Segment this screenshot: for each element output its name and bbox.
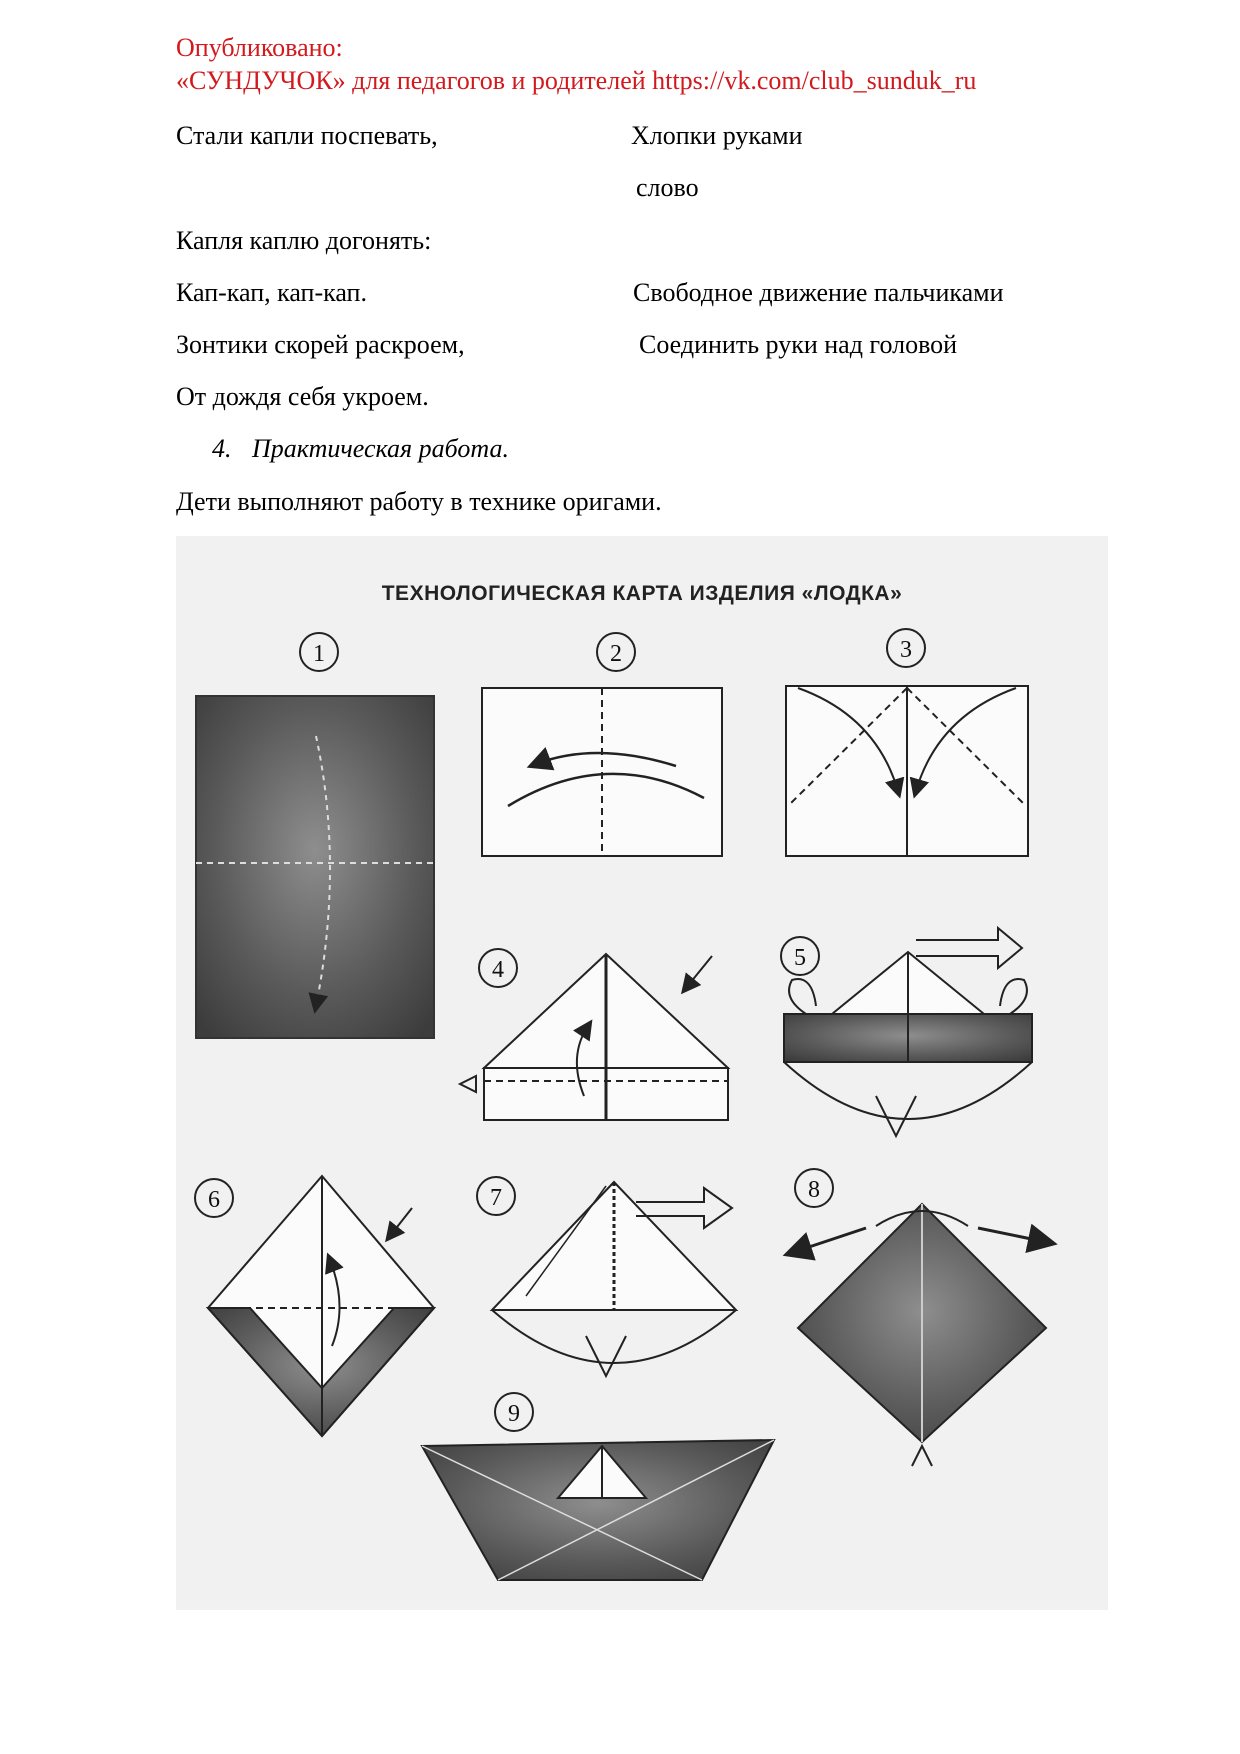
step-3-label: 3	[900, 637, 912, 663]
publisher-link[interactable]: «СУНДУЧОК» для педагогов и родителей https://vk.com/club_sunduk_ru	[176, 66, 977, 95]
step-9	[422, 1393, 774, 1580]
step-6	[195, 1176, 434, 1436]
step-8-label: 8	[808, 1177, 820, 1203]
poem-action-1b: слово	[636, 173, 699, 202]
published-label: Опубликовано:	[176, 33, 343, 62]
poem-line-5: От дождя себя укроем.	[176, 382, 429, 411]
step-7	[477, 1177, 736, 1376]
step-4-label: 4	[492, 957, 504, 983]
step-5-label: 5	[794, 945, 806, 971]
figure-title: ТЕХНОЛОГИЧЕСКАЯ КАРТА ИЗДЕЛИЯ «ЛОДКА»	[381, 582, 903, 605]
poem-line-4: Зонтики скорей раскроем,	[176, 330, 465, 359]
section-title: Практическая работа.	[252, 434, 509, 463]
poem-action-1: Хлопки руками	[631, 121, 803, 150]
step-2-label: 2	[610, 641, 622, 667]
poem-line-2: Капля каплю догонять:	[176, 226, 432, 255]
step-1-label: 1	[313, 641, 325, 667]
step-9-label: 9	[508, 1401, 520, 1427]
intro-text: Дети выполняют работу в технике оригами.	[176, 487, 662, 516]
poem-line-3: Кап-кап, кап-кап.	[176, 278, 367, 307]
step-3	[786, 629, 1028, 856]
step-5	[781, 928, 1032, 1136]
diagram-drawing	[176, 536, 1108, 1610]
step-8	[794, 1169, 1046, 1466]
step-7-label: 7	[490, 1185, 502, 1211]
step-1	[196, 633, 434, 1038]
step-4	[460, 949, 728, 1120]
section-number: 4.	[212, 434, 232, 463]
step-2	[482, 633, 722, 856]
origami-boat-diagram	[176, 536, 1108, 1610]
poem-action-4: Соединить руки над головой	[639, 330, 958, 359]
poem-action-3: Свободное движение пальчиками	[633, 278, 1004, 307]
poem-line-1: Стали капли поспевать,	[176, 121, 438, 150]
step-6-label: 6	[208, 1187, 220, 1213]
